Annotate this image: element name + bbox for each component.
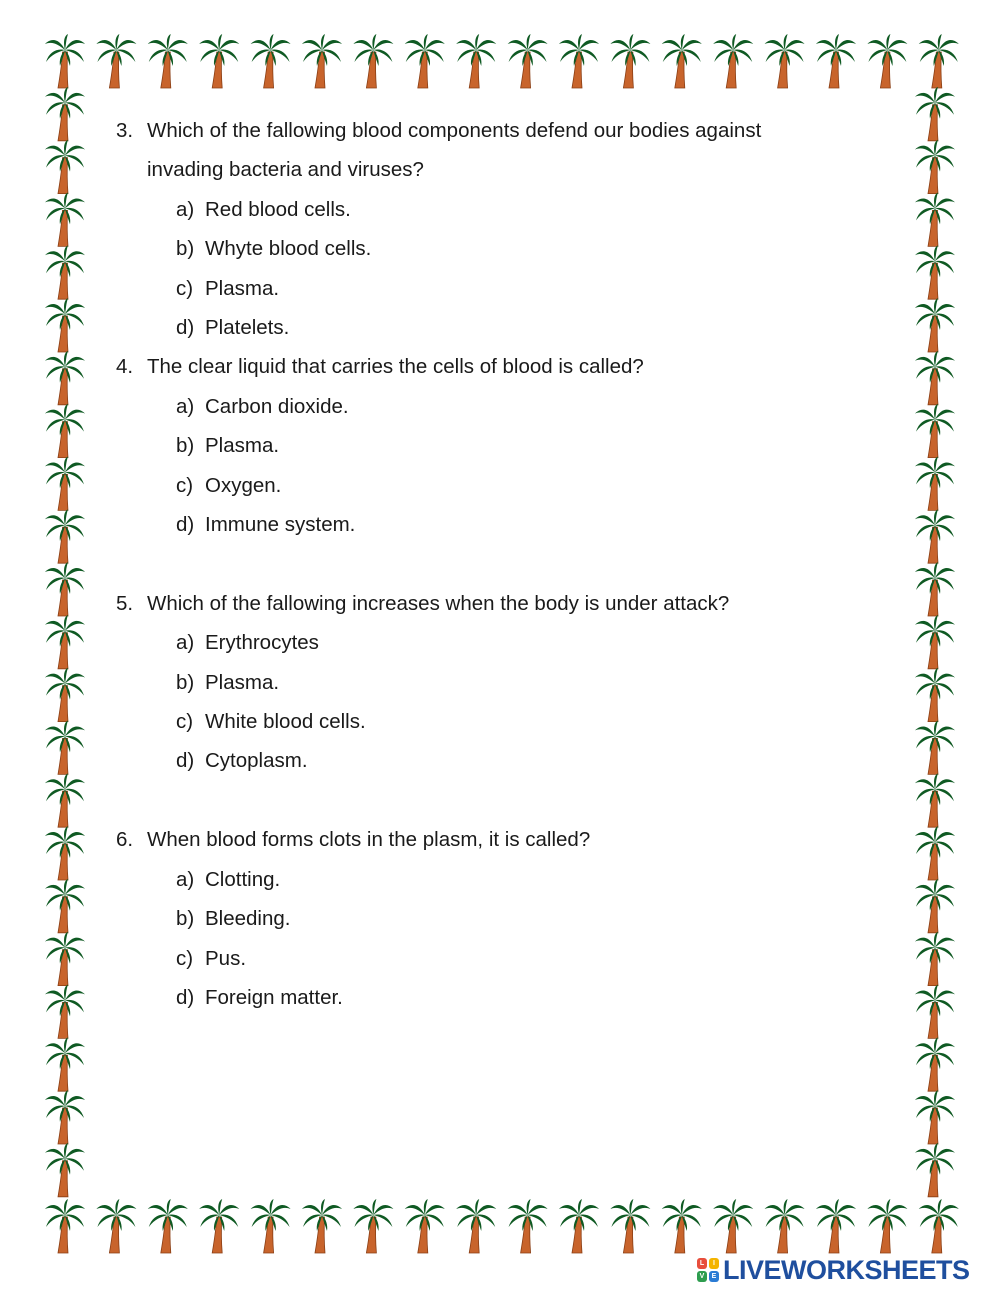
palm-tree-icon: [45, 984, 85, 1038]
answer-option[interactable]: [116, 426, 876, 465]
palm-tree-icon: [610, 34, 650, 88]
palm-tree-icon: [559, 34, 599, 88]
option-label: d): [176, 316, 195, 340]
answer-option[interactable]: [116, 939, 876, 978]
palm-tree-icon: [199, 34, 239, 88]
answer-option[interactable]: [116, 505, 876, 544]
palm-tree-icon: [45, 298, 85, 352]
logo-mark-tile: I: [709, 1258, 719, 1269]
question-number: 3.: [116, 119, 134, 142]
option-label: a): [176, 867, 195, 891]
palm-tree-icon: [251, 34, 291, 88]
option-label: c): [176, 946, 194, 970]
palm-tree-icon: [610, 1199, 650, 1253]
option-text: Erythrocytes: [205, 631, 319, 655]
option-text: Carbon dioxide.: [205, 394, 349, 418]
option-text: Plasma.: [205, 670, 280, 694]
palm-tree-icon: [45, 562, 85, 616]
option-label: b): [176, 237, 195, 261]
answer-option[interactable]: [116, 741, 876, 780]
question-number: 5.: [116, 591, 134, 615]
palm-tree-icon: [915, 140, 955, 194]
answer-option[interactable]: [116, 466, 876, 505]
logo-mark-icon: [697, 1258, 719, 1282]
question-number: 6.: [116, 828, 134, 852]
palm-tree-icon: [915, 87, 955, 141]
palm-tree-icon: [508, 34, 548, 88]
answer-option[interactable]: [116, 860, 876, 899]
option-label: b): [176, 907, 195, 931]
option-label: c): [176, 473, 194, 497]
palm-tree-icon: [45, 192, 85, 246]
option-text: Foreign matter.: [205, 985, 343, 1009]
palm-tree-icon: [45, 351, 85, 405]
question-line: The clear liquid that carries the cells of blood is called?: [147, 355, 644, 379]
palm-tree-icon: [302, 1199, 342, 1253]
logo-mark-tile: V: [697, 1271, 707, 1282]
logo-mark-tile: E: [709, 1271, 719, 1282]
question-number: 4.: [116, 355, 134, 379]
palm-tree-icon: [508, 1199, 548, 1253]
answer-option[interactable]: [116, 702, 876, 741]
palm-tree-icon: [45, 826, 85, 880]
palm-tree-icon: [405, 34, 445, 88]
palm-tree-icon: [816, 34, 856, 88]
palm-tree-icon: [867, 1199, 907, 1253]
palm-tree-icon: [915, 879, 955, 933]
palm-tree-icon: [915, 245, 955, 299]
palm-tree-icon: [353, 34, 393, 88]
option-text: Whyte blood cells.: [205, 237, 372, 261]
question-text: [116, 111, 876, 150]
palm-tree-icon: [915, 668, 955, 722]
option-text: Platelets.: [205, 316, 290, 340]
answer-option[interactable]: [116, 663, 876, 702]
palm-tree-icon: [45, 1143, 85, 1197]
palm-tree-icon: [148, 1199, 188, 1253]
palm-tree-icon: [148, 34, 188, 88]
palm-tree-icon: [915, 1143, 955, 1197]
question-5: [116, 584, 876, 781]
palm-tree-icon: [302, 34, 342, 88]
option-text: Bleeding.: [205, 907, 291, 931]
question-6: [116, 820, 876, 1017]
palm-tree-icon: [915, 298, 955, 352]
question-4: [116, 347, 876, 544]
question-line: Which of the fallowing blood components defend our bodies against: [147, 119, 762, 142]
option-label: b): [176, 434, 195, 458]
question-text: [116, 150, 876, 189]
palm-tree-icon: [559, 1199, 599, 1253]
option-text: Clotting.: [205, 867, 281, 891]
palm-tree-icon: [765, 34, 805, 88]
option-label: a): [176, 394, 195, 418]
palm-tree-icon: [765, 1199, 805, 1253]
palm-tree-icon: [45, 245, 85, 299]
option-label: d): [176, 985, 195, 1009]
palm-tree-icon: [816, 1199, 856, 1253]
answer-option[interactable]: [116, 269, 876, 308]
palm-tree-icon: [915, 1090, 955, 1144]
palm-tree-icon: [915, 720, 955, 774]
palm-tree-icon: [456, 34, 496, 88]
option-label: a): [176, 197, 195, 221]
palm-tree-icon: [713, 34, 753, 88]
palm-tree-icon: [45, 456, 85, 510]
palm-tree-icon: [199, 1199, 239, 1253]
palm-tree-icon: [405, 1199, 445, 1253]
palm-tree-icon: [45, 1199, 85, 1253]
palm-tree-icon: [45, 34, 85, 88]
palm-tree-icon: [45, 87, 85, 141]
logo-text: LIVEWORKSHEETS: [723, 1254, 970, 1285]
palm-tree-icon: [251, 1199, 291, 1253]
question-line: Which of the fallowing increases when the body is under attack?: [147, 591, 730, 615]
option-label: d): [176, 749, 195, 773]
palm-tree-icon: [915, 192, 955, 246]
answer-option[interactable]: [116, 978, 876, 1017]
palm-tree-icon: [919, 34, 959, 88]
option-label: c): [176, 276, 194, 300]
option-text: White blood cells.: [205, 710, 366, 734]
palm-tree-icon: [45, 140, 85, 194]
palm-tree-icon: [915, 1037, 955, 1091]
palm-tree-icon: [45, 668, 85, 722]
question-text: [116, 347, 876, 386]
palm-tree-icon: [45, 932, 85, 986]
option-label: b): [176, 670, 195, 694]
palm-tree-icon: [45, 509, 85, 563]
palm-tree-icon: [45, 773, 85, 827]
spacer: [116, 544, 876, 583]
palm-tree-icon: [45, 404, 85, 458]
palm-tree-icon: [915, 932, 955, 986]
palm-tree-icon: [662, 34, 702, 88]
palm-tree-icon: [867, 34, 907, 88]
option-label: a): [176, 631, 195, 655]
answer-option[interactable]: [116, 229, 876, 268]
palm-tree-icon: [915, 984, 955, 1038]
question-line: When blood forms clots in the plasm, it is called?: [147, 828, 591, 852]
spacer: [116, 781, 876, 820]
option-text: Pus.: [205, 946, 247, 970]
question-text: [116, 820, 876, 859]
palm-tree-icon: [915, 404, 955, 458]
palm-tree-icon: [45, 1037, 85, 1091]
option-text: Plasma.: [205, 434, 280, 458]
palm-tree-icon: [915, 773, 955, 827]
option-text: Oxygen.: [205, 473, 282, 497]
answer-option[interactable]: [116, 623, 876, 662]
palm-tree-icon: [915, 562, 955, 616]
option-text: Immune system.: [205, 513, 356, 537]
palm-tree-icon: [45, 615, 85, 669]
answer-option[interactable]: [116, 899, 876, 938]
question-3: [116, 111, 876, 347]
palm-tree-icon: [96, 1199, 136, 1253]
worksheet-content: [116, 111, 876, 1017]
palm-tree-icon: [919, 1199, 959, 1253]
answer-option[interactable]: [116, 308, 876, 347]
palm-tree-icon: [96, 34, 136, 88]
question-line: invading bacteria and viruses?: [147, 158, 424, 182]
option-label: c): [176, 710, 194, 734]
palm-tree-icon: [353, 1199, 393, 1253]
option-text: Red blood cells.: [205, 197, 351, 221]
option-text: Plasma.: [205, 276, 280, 300]
palm-tree-icon: [45, 1090, 85, 1144]
palm-tree-icon: [915, 456, 955, 510]
palm-tree-icon: [915, 615, 955, 669]
palm-tree-icon: [45, 879, 85, 933]
liveworksheets-logo[interactable]: [697, 1255, 970, 1285]
palm-tree-icon: [713, 1199, 753, 1253]
answer-option[interactable]: [116, 387, 876, 426]
option-label: d): [176, 513, 195, 537]
question-text: [116, 584, 876, 623]
palm-tree-icon: [45, 720, 85, 774]
answer-option[interactable]: [116, 190, 876, 229]
palm-tree-icon: [662, 1199, 702, 1253]
palm-tree-icon: [915, 509, 955, 563]
palm-tree-icon: [915, 351, 955, 405]
logo-mark-tile: L: [697, 1258, 707, 1269]
palm-tree-icon: [456, 1199, 496, 1253]
palm-tree-icon: [915, 826, 955, 880]
option-text: Cytoplasm.: [205, 749, 308, 773]
